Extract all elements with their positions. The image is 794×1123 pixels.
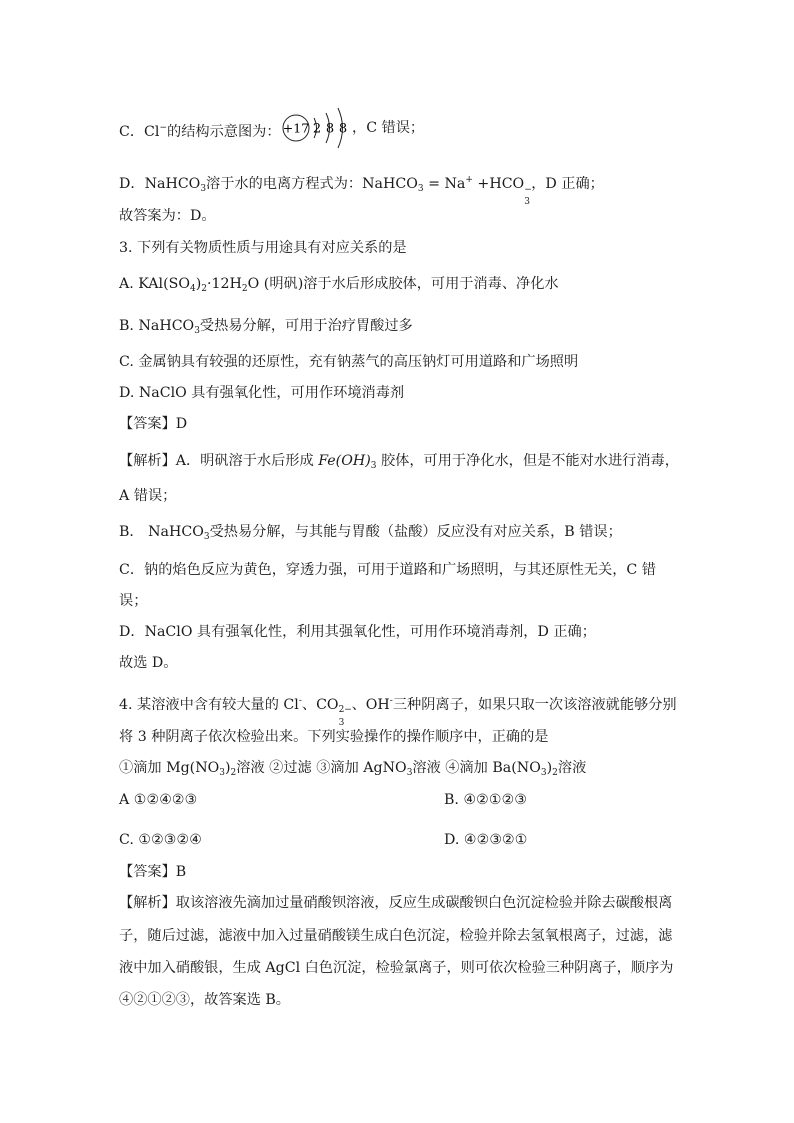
text: A. KAl(SO <box>119 276 190 292</box>
q3-explanation-1 <box>119 451 679 476</box>
q4-answer: 【答案】B <box>119 864 187 880</box>
text: 4. 某溶液中含有较大量的 Cl <box>119 697 299 713</box>
question-4-stem-2: 将 3 种阴离子依次检验出来。下列实验操作的操作顺序中，正确的是 <box>119 729 549 745</box>
q3-option-d: D. NaClO 具有强氧化性，可用作环境消毒剂 <box>119 385 405 401</box>
text: D． <box>119 176 145 192</box>
text: - <box>389 696 393 706</box>
answer-line: 故答案为：D。 <box>119 208 216 224</box>
line-c <box>119 118 281 142</box>
q4-option-c: C. ①②③②④ <box>119 832 202 848</box>
text: 溶液 <box>557 760 587 776</box>
text: 胶体，可用于净化水，但是不能对水进行消毒， <box>376 453 679 469</box>
q4-operations <box>119 758 586 783</box>
text: 3 <box>524 197 530 207</box>
text: O (明矾)溶于水后形成胶体，可用于消毒、净化水 <box>247 276 559 292</box>
text: 3 <box>194 326 200 336</box>
text: 【解析】A．明矾溶于水后形成 <box>119 453 319 469</box>
q4-explanation-3: 液中加入硝酸银，生成 AgCl 白色沉淀，检验氯离子，则可依次检验三种阴离子，顺序为 <box>119 960 674 976</box>
q3-option-c: C. 金属钠具有较强的还原性，充有钠蒸气的高压钠灯可用道路和广场照明 <box>119 354 579 370</box>
q4-option-d: D. ④②③②① <box>444 832 528 848</box>
q3-option-b <box>119 316 413 341</box>
text: ) <box>546 760 553 776</box>
text: 受热易分解，可用于治疗胃酸过多 <box>199 318 413 334</box>
text: 3 <box>203 532 210 542</box>
text: Fe <box>318 453 336 469</box>
text: 2 <box>552 768 558 778</box>
text: 2 <box>230 768 237 778</box>
shell-1-count: 2 <box>312 121 322 137</box>
text: 三种阴离子，如果只取一次该溶液就能够分别 <box>392 697 677 713</box>
text: 3 <box>370 461 377 471</box>
nucleus-label: +17 <box>282 120 310 136</box>
text: 3 <box>540 768 547 778</box>
q3-explanation-3 <box>119 522 622 547</box>
text: B． NaHCO <box>119 524 204 540</box>
text: 溶液 ④滴加 Ba(NO <box>412 760 541 776</box>
q3-explanation-2: A 错误； <box>119 488 177 504</box>
text: B. NaHCO <box>119 318 195 334</box>
q3-option-a <box>119 274 559 299</box>
text: 溶于水的电离方程式为： <box>206 176 363 192</box>
text: + <box>465 175 473 185</box>
text: 2 <box>201 284 207 294</box>
text: ) <box>225 760 231 776</box>
text: 3 <box>219 768 225 778</box>
text: 4 <box>189 284 196 294</box>
q3-explanation-4: C．钠的焰色反应为黄色，穿透力强，可用于道路和广场照明，与其还原性无关，C 错 <box>119 562 656 578</box>
text: (OH) <box>335 453 371 469</box>
text: 3 <box>406 768 413 778</box>
question-4-stem-1 <box>119 691 677 728</box>
text: 2 <box>241 284 248 294</box>
text: 受热易分解，与其能与胃酸（盐酸）反应没有对应关系，B 错误； <box>209 524 622 540</box>
q4-explanation-4: ④②①②③，故答案选 B。 <box>119 992 290 1008</box>
text: +HCO <box>472 176 525 192</box>
cl-ion-structure-diagram <box>280 104 358 150</box>
text: 3 <box>200 184 207 194</box>
text: − <box>159 123 167 133</box>
text: 的结构示意图为： <box>167 124 281 140</box>
q3-explanation-5: 误； <box>119 593 148 609</box>
question-3-stem: 3. 下列有关物质性质与用途具有对应关系的是 <box>119 240 407 256</box>
q4-explanation-2: 子，随后过滤，滤液中加入过量硝酸镁生成白色沉淀，检验并除去氢氧根离子，过滤，滤 <box>119 928 673 944</box>
q3-answer: 【答案】D <box>119 416 188 432</box>
text: − <box>524 185 532 195</box>
text: 溶液 ②过滤 ③滴加 AgNO <box>236 760 407 776</box>
text: 3 <box>417 184 424 194</box>
text: ①滴加 Mg(NO <box>119 760 220 776</box>
text: NaHCO <box>362 176 418 192</box>
line-c-end: ，C 错误； <box>352 120 425 136</box>
text: C． <box>119 124 145 140</box>
text: 、OH <box>351 697 390 713</box>
text: 、CO <box>301 697 339 713</box>
text: ·12H <box>206 276 242 292</box>
text: - <box>298 696 302 706</box>
text: = Na <box>423 176 466 192</box>
line-d <box>119 170 604 207</box>
text: 3 <box>338 718 345 728</box>
shell-2-count: 8 <box>325 121 335 137</box>
q3-explanation-6: D．NaClO 具有强氧化性，利用其强氧化性，可用作环境消毒剂，D 正确； <box>119 624 596 640</box>
text: Cl <box>144 124 160 140</box>
text: NaHCO <box>144 176 201 192</box>
q4-option-b: B. ④②①②③ <box>444 792 528 808</box>
q3-explanation-7: 故选 D。 <box>119 655 178 671</box>
text: 2− <box>338 705 352 715</box>
q4-option-a: A ①②④②③ <box>119 792 198 808</box>
text: ) <box>195 276 202 292</box>
text: ，D 正确； <box>531 176 604 192</box>
q4-explanation-1: 【解析】取该溶液先滴加过量硝酸钡溶液，反应生成碳酸钡白色沉淀检验并除去碳酸根离 <box>119 895 673 911</box>
shell-3-count: 8 <box>338 121 348 137</box>
